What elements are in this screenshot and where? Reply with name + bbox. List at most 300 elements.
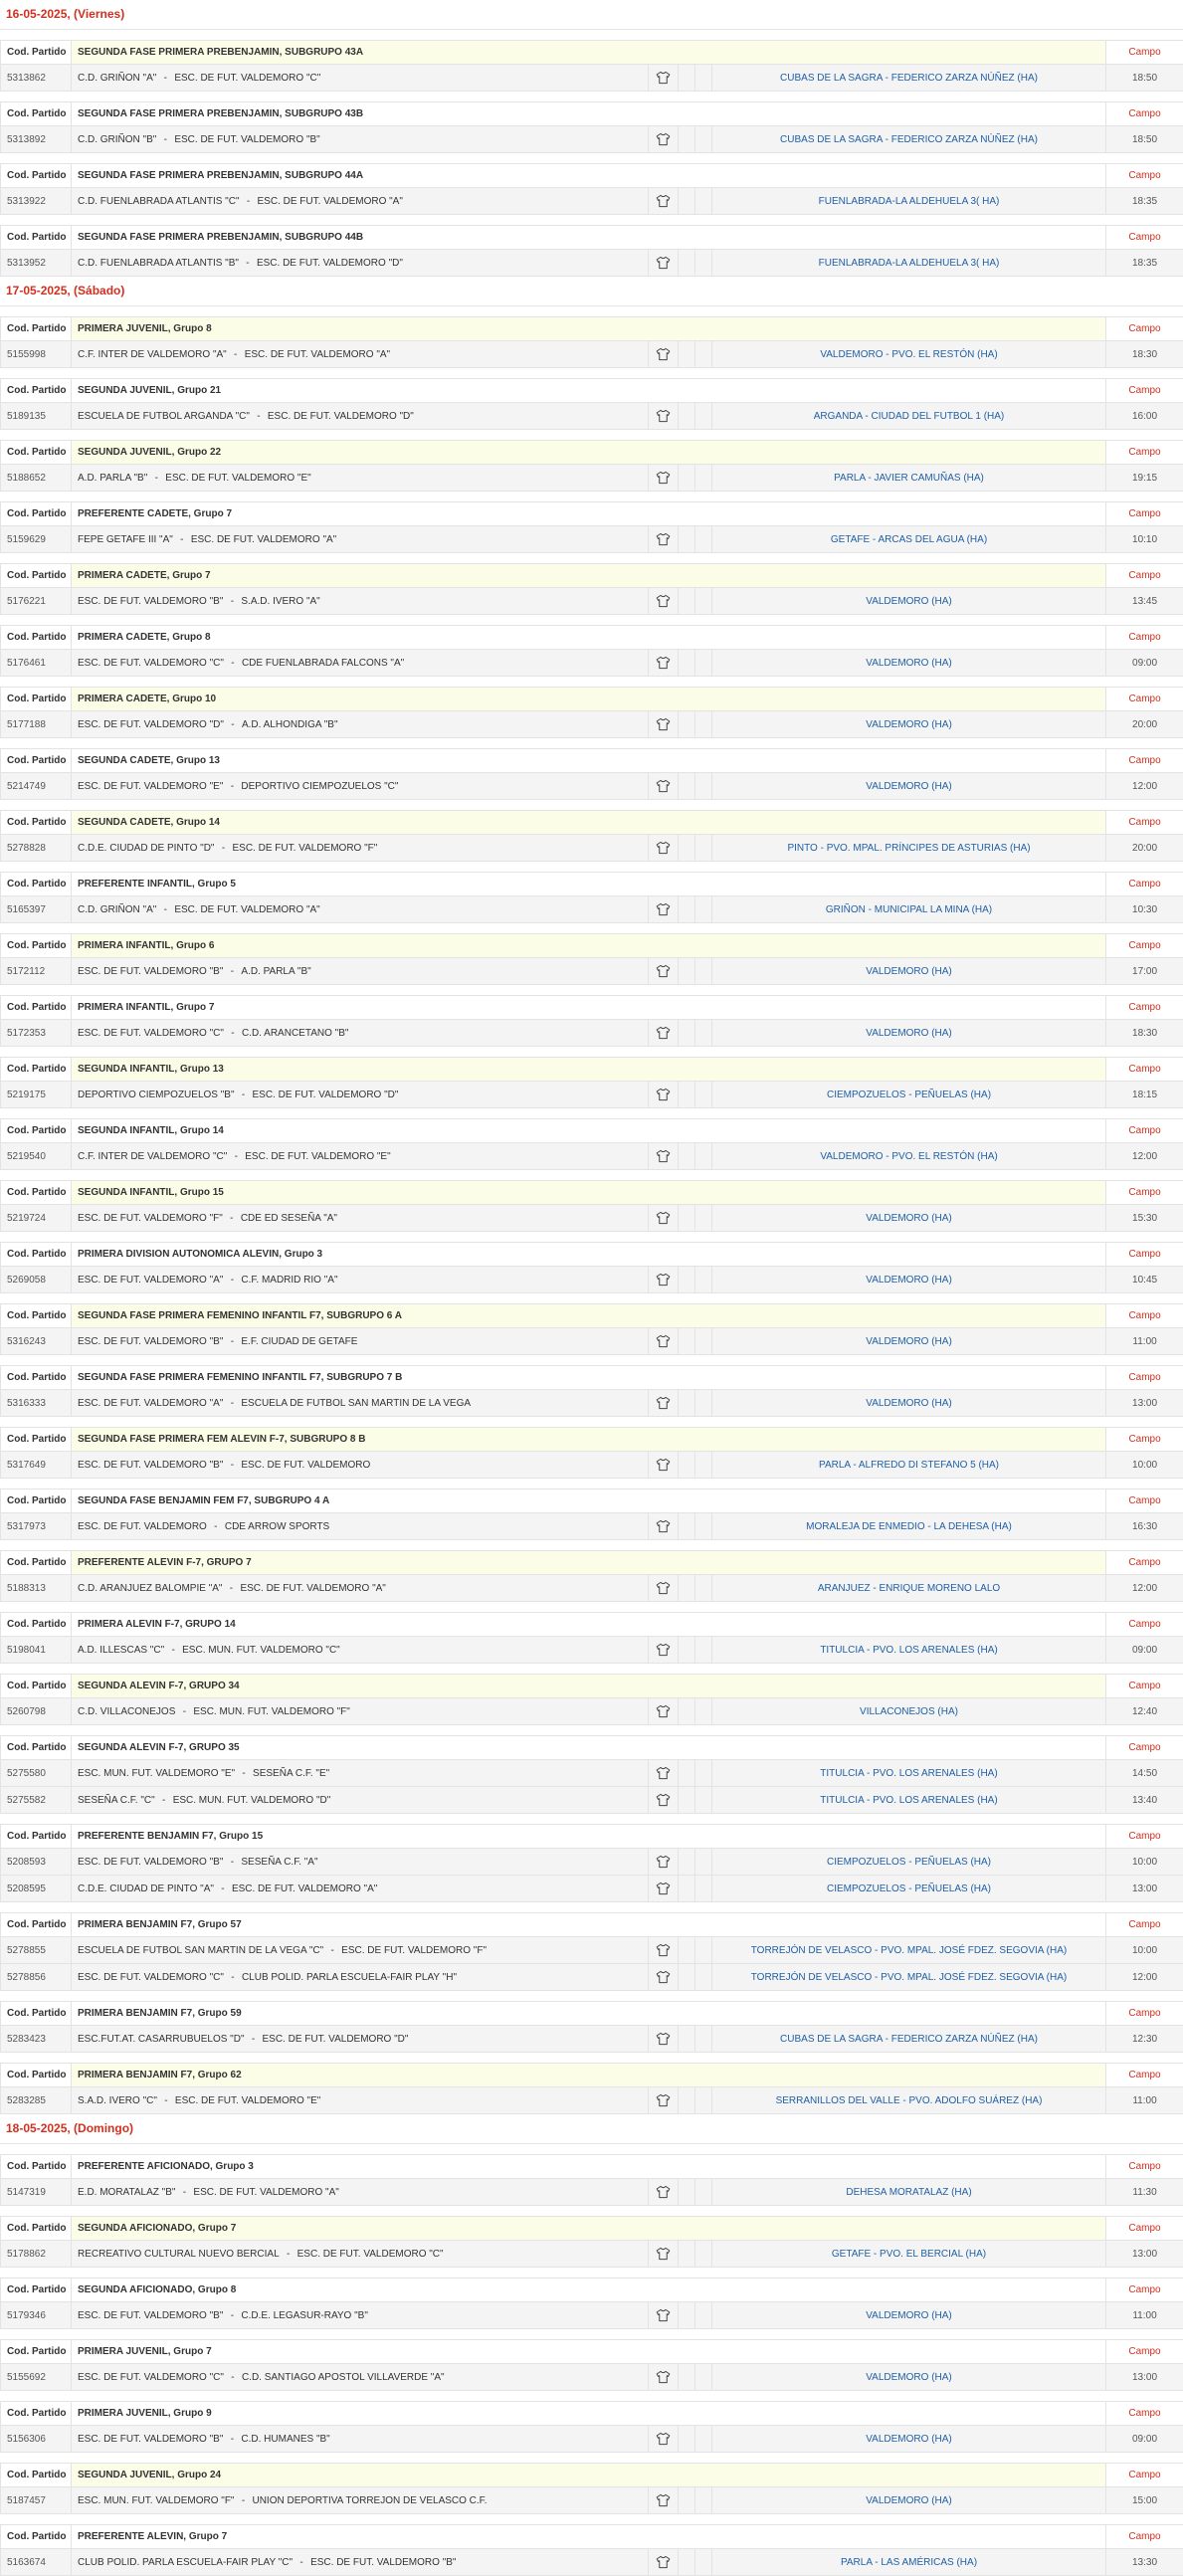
category-title[interactable]: SEGUNDA CADETE, Grupo 14	[72, 811, 1106, 835]
home-team[interactable]: ESC. DE FUT. VALDEMORO "C"	[78, 2372, 224, 2383]
match-row[interactable]	[1, 835, 1183, 862]
category-title[interactable]: PRIMERA BENJAMIN F7, Grupo 59	[72, 2002, 1106, 2026]
category-title[interactable]: SEGUNDA JUVENIL, Grupo 24	[72, 2464, 1106, 2487]
away-team[interactable]: ESC. DE FUT. VALDEMORO "A"	[174, 904, 319, 915]
match-teams[interactable]	[72, 2487, 649, 2514]
kit-cell[interactable]	[649, 896, 679, 923]
field-link[interactable]: CIEMPOZUELOS - PEÑUELAS (HA)	[712, 1849, 1106, 1876]
match-teams[interactable]	[72, 1964, 649, 1991]
kit-cell[interactable]	[649, 1964, 679, 1991]
field-link[interactable]: ARGANDA - CIUDAD DEL FUTBOL 1 (HA)	[712, 403, 1106, 430]
match-teams[interactable]	[72, 1082, 649, 1108]
field-link[interactable]: FUENLABRADA-LA ALDEHUELA 3( HA)	[712, 188, 1106, 215]
away-team[interactable]: ESCUELA DE FUTBOL SAN MARTIN DE LA VEGA	[241, 1398, 471, 1409]
match-teams[interactable]	[72, 250, 649, 277]
match-row[interactable]	[1, 65, 1183, 92]
home-team[interactable]: A.D. ILLESCAS "C"	[78, 1645, 164, 1656]
match-row[interactable]	[1, 1143, 1183, 1170]
field-link[interactable]: VALDEMORO (HA)	[712, 958, 1106, 985]
category-title[interactable]: SEGUNDA AFICIONADO, Grupo 8	[72, 2279, 1106, 2302]
home-team[interactable]: ESC. DE FUT. VALDEMORO "D"	[78, 719, 224, 730]
match-code[interactable]: 5198041	[1, 1637, 72, 1664]
away-team[interactable]: ESC. DE FUT. VALDEMORO "B"	[174, 134, 319, 145]
category-title[interactable]: PRIMERA JUVENIL, Grupo 9	[72, 2402, 1106, 2426]
match-teams[interactable]	[72, 1760, 649, 1787]
field-link[interactable]: TITULCIA - PVO. LOS ARENALES (HA)	[712, 1760, 1106, 1787]
home-team[interactable]: ESCUELA DE FUTBOL SAN MARTIN DE LA VEGA "C"	[78, 1945, 323, 1956]
field-link[interactable]: VILLACONEJOS (HA)	[712, 1698, 1106, 1725]
home-team[interactable]: C.D. FUENLABRADA ATLANTIS "B"	[78, 258, 239, 269]
category-title[interactable]: SEGUNDA JUVENIL, Grupo 21	[72, 379, 1106, 403]
shirt-icon[interactable]	[656, 473, 671, 484]
field-link[interactable]: VALDEMORO (HA)	[712, 711, 1106, 738]
category-title[interactable]: PRIMERA BENJAMIN F7, Grupo 62	[72, 2064, 1106, 2087]
away-team[interactable]: ESC. MUN. FUT. VALDEMORO "F"	[193, 1706, 349, 1717]
match-row[interactable]	[1, 896, 1183, 923]
match-teams[interactable]	[72, 958, 649, 985]
match-row[interactable]	[1, 1452, 1183, 1479]
match-code[interactable]: 5147319	[1, 2179, 72, 2206]
category-title[interactable]: PRIMERA INFANTIL, Grupo 7	[72, 996, 1106, 1020]
match-code[interactable]: 5188652	[1, 465, 72, 492]
kit-cell[interactable]	[649, 65, 679, 92]
away-team[interactable]: ESC. DE FUT. VALDEMORO "D"	[263, 2034, 409, 2045]
category-title[interactable]: PRIMERA JUVENIL, Grupo 7	[72, 2340, 1106, 2364]
field-link[interactable]: VALDEMORO - PVO. EL RESTÓN (HA)	[712, 341, 1106, 368]
shirt-icon[interactable]	[656, 1768, 671, 1779]
field-link[interactable]: VALDEMORO (HA)	[712, 1328, 1106, 1355]
home-team[interactable]: ESC. DE FUT. VALDEMORO "A"	[78, 1275, 223, 1286]
category-title[interactable]: SEGUNDA AFICIONADO, Grupo 7	[72, 2217, 1106, 2241]
home-team[interactable]: ESC. DE FUT. VALDEMORO "B"	[78, 1857, 223, 1868]
shirt-icon[interactable]	[656, 1795, 671, 1806]
kit-cell[interactable]	[649, 1849, 679, 1876]
match-teams[interactable]	[72, 2364, 649, 2391]
field-link[interactable]: CUBAS DE LA SAGRA - FEDERICO ZARZA NÚÑEZ (HA)	[712, 2026, 1106, 2053]
shirt-icon[interactable]	[656, 258, 671, 269]
match-row[interactable]	[1, 2364, 1183, 2391]
shirt-icon[interactable]	[656, 843, 671, 854]
kit-cell[interactable]	[649, 250, 679, 277]
match-code[interactable]: 5313952	[1, 250, 72, 277]
field-link[interactable]: VALDEMORO (HA)	[712, 2426, 1106, 2453]
home-team[interactable]: ESC. DE FUT. VALDEMORO "B"	[78, 966, 223, 977]
match-row[interactable]	[1, 1849, 1183, 1876]
shirt-icon[interactable]	[656, 411, 671, 422]
home-team[interactable]: ESC. DE FUT. VALDEMORO "A"	[78, 1398, 223, 1409]
home-team[interactable]: S.A.D. IVERO "C"	[78, 2095, 157, 2106]
category-title[interactable]: SEGUNDA FASE PRIMERA PREBENJAMIN, SUBGRUPO 43B	[72, 102, 1106, 126]
match-code[interactable]: 5176461	[1, 650, 72, 677]
home-team[interactable]: ESC. DE FUT. VALDEMORO	[78, 1521, 207, 1532]
match-code[interactable]: 5278856	[1, 1964, 72, 1991]
shirt-icon[interactable]	[656, 719, 671, 730]
match-row[interactable]	[1, 188, 1183, 215]
field-link[interactable]: VALDEMORO (HA)	[712, 773, 1106, 800]
kit-cell[interactable]	[649, 2179, 679, 2206]
field-link[interactable]: TITULCIA - PVO. LOS ARENALES (HA)	[712, 1787, 1106, 1814]
shirt-icon[interactable]	[656, 2310, 671, 2321]
shirt-icon[interactable]	[656, 534, 671, 545]
kit-cell[interactable]	[649, 1205, 679, 1232]
away-team[interactable]: ESC. DE FUT. VALDEMORO "A"	[191, 534, 336, 545]
away-team[interactable]: A.D. PARLA "B"	[241, 966, 310, 977]
match-row[interactable]	[1, 2179, 1183, 2206]
home-team[interactable]: C.D. GRIÑON "A"	[78, 73, 156, 84]
match-code[interactable]: 5156306	[1, 2426, 72, 2453]
home-team[interactable]: ESC. DE FUT. VALDEMORO "C"	[78, 1028, 224, 1039]
match-row[interactable]	[1, 465, 1183, 492]
category-title[interactable]: SEGUNDA FASE PRIMERA PREBENJAMIN, SUBGRUPO 43A	[72, 41, 1106, 65]
away-team[interactable]: ESC. DE FUT. VALDEMORO "A"	[232, 1883, 377, 1894]
match-code[interactable]: 5283423	[1, 2026, 72, 2053]
away-team[interactable]: CDE FUENLABRADA FALCONS "A"	[242, 658, 404, 669]
category-title[interactable]: PREFERENTE BENJAMIN F7, Grupo 15	[72, 1825, 1106, 1849]
field-link[interactable]: ARANJUEZ - ENRIQUE MORENO LALO	[712, 1575, 1106, 1602]
home-team[interactable]: C.D. VILLACONEJOS	[78, 1706, 175, 1717]
match-row[interactable]	[1, 250, 1183, 277]
kit-cell[interactable]	[649, 2487, 679, 2514]
shirt-icon[interactable]	[656, 1275, 671, 1286]
shirt-icon[interactable]	[656, 2034, 671, 2045]
match-teams[interactable]	[72, 1390, 649, 1417]
match-code[interactable]: 5208593	[1, 1849, 72, 1876]
match-code[interactable]: 5316333	[1, 1390, 72, 1417]
match-code[interactable]: 5313892	[1, 126, 72, 153]
field-link[interactable]: MORALEJA DE ENMEDIO - LA DEHESA (HA)	[712, 1513, 1106, 1540]
match-row[interactable]	[1, 2487, 1183, 2514]
kit-cell[interactable]	[649, 1452, 679, 1479]
match-code[interactable]: 5269058	[1, 1267, 72, 1293]
shirt-icon[interactable]	[656, 1945, 671, 1956]
field-link[interactable]: VALDEMORO (HA)	[712, 2302, 1106, 2329]
match-teams[interactable]	[72, 1698, 649, 1725]
field-link[interactable]: VALDEMORO (HA)	[712, 2487, 1106, 2514]
match-teams[interactable]	[72, 1020, 649, 1047]
kit-cell[interactable]	[649, 126, 679, 153]
home-team[interactable]: E.D. MORATALAZ "B"	[78, 2187, 175, 2198]
category-title[interactable]: SEGUNDA FASE PRIMERA FEMENINO INFANTIL F7, SUBGRUPO 7 B	[72, 1366, 1106, 1390]
match-code[interactable]: 5177188	[1, 711, 72, 738]
home-team[interactable]: ESC. DE FUT. VALDEMORO "C"	[78, 1972, 224, 1983]
field-link[interactable]: CIEMPOZUELOS - PEÑUELAS (HA)	[712, 1876, 1106, 1902]
home-team[interactable]: RECREATIVO CULTURAL NUEVO BERCIAL	[78, 2249, 280, 2260]
category-title[interactable]: SEGUNDA ALEVIN F-7, GRUPO 34	[72, 1675, 1106, 1698]
away-team[interactable]: UNION DEPORTIVA TORREJON DE VELASCO C.F.	[252, 2495, 487, 2506]
away-team[interactable]: ESC. DE FUT. VALDEMORO "F"	[233, 843, 378, 854]
field-link[interactable]: TORREJÓN DE VELASCO - PVO. MPAL. JOSÉ FDEZ. SEGOVIA (HA)	[712, 1964, 1106, 1991]
kit-cell[interactable]	[649, 958, 679, 985]
field-link[interactable]: VALDEMORO (HA)	[712, 1267, 1106, 1293]
match-code[interactable]: 5219724	[1, 1205, 72, 1232]
match-row[interactable]	[1, 403, 1183, 430]
away-team[interactable]: CLUB POLID. PARLA ESCUELA-FAIR PLAY "H"	[242, 1972, 457, 1983]
category-title[interactable]: PRIMERA BENJAMIN F7, Grupo 57	[72, 1913, 1106, 1937]
shirt-icon[interactable]	[656, 781, 671, 792]
away-team[interactable]: E.F. CIUDAD DE GETAFE	[241, 1336, 357, 1347]
away-team[interactable]: ESC. MUN. FUT. VALDEMORO "D"	[173, 1795, 331, 1806]
shirt-icon[interactable]	[656, 196, 671, 207]
field-link[interactable]: VALDEMORO (HA)	[712, 1020, 1106, 1047]
category-title[interactable]: PREFERENTE CADETE, Grupo 7	[72, 502, 1106, 526]
shirt-icon[interactable]	[656, 1151, 671, 1162]
match-code[interactable]: 5278855	[1, 1937, 72, 1964]
match-row[interactable]	[1, 711, 1183, 738]
match-teams[interactable]	[72, 2302, 649, 2329]
field-link[interactable]: TITULCIA - PVO. LOS ARENALES (HA)	[712, 1637, 1106, 1664]
away-team[interactable]: A.D. ALHONDIGA "B"	[242, 719, 338, 730]
match-teams[interactable]	[72, 2549, 649, 2576]
match-code[interactable]: 5155692	[1, 2364, 72, 2391]
match-code[interactable]: 5219175	[1, 1082, 72, 1108]
match-code[interactable]: 5155998	[1, 341, 72, 368]
field-link[interactable]: DEHESA MORATALAZ (HA)	[712, 2179, 1106, 2206]
match-teams[interactable]	[72, 1328, 649, 1355]
category-title[interactable]: PREFERENTE AFICIONADO, Grupo 3	[72, 2155, 1106, 2179]
match-teams[interactable]	[72, 465, 649, 492]
match-code[interactable]: 5313862	[1, 65, 72, 92]
shirt-icon[interactable]	[656, 1883, 671, 1894]
match-row[interactable]	[1, 1267, 1183, 1293]
match-teams[interactable]	[72, 1849, 649, 1876]
kit-cell[interactable]	[649, 1390, 679, 1417]
match-teams[interactable]	[72, 1876, 649, 1902]
away-team[interactable]: ESC. DE FUT. VALDEMORO "B"	[310, 2557, 456, 2568]
field-link[interactable]: PARLA - ALFREDO DI STEFANO 5 (HA)	[712, 1452, 1106, 1479]
match-code[interactable]: 5178862	[1, 2241, 72, 2268]
kit-cell[interactable]	[649, 1575, 679, 1602]
category-title[interactable]: PREFERENTE INFANTIL, Grupo 5	[72, 873, 1106, 896]
kit-cell[interactable]	[649, 1760, 679, 1787]
category-title[interactable]: SEGUNDA INFANTIL, Grupo 13	[72, 1058, 1106, 1082]
shirt-icon[interactable]	[656, 2187, 671, 2198]
match-code[interactable]: 5317973	[1, 1513, 72, 1540]
shirt-icon[interactable]	[656, 1213, 671, 1224]
kit-cell[interactable]	[649, 1082, 679, 1108]
kit-cell[interactable]	[649, 2241, 679, 2268]
kit-cell[interactable]	[649, 341, 679, 368]
match-row[interactable]	[1, 1513, 1183, 1540]
match-row[interactable]	[1, 1020, 1183, 1047]
match-code[interactable]: 5317649	[1, 1452, 72, 1479]
match-teams[interactable]	[72, 2179, 649, 2206]
category-title[interactable]: PRIMERA CADETE, Grupo 8	[72, 626, 1106, 650]
match-row[interactable]	[1, 1575, 1183, 1602]
match-code[interactable]: 5275582	[1, 1787, 72, 1814]
match-code[interactable]: 5189135	[1, 403, 72, 430]
away-team[interactable]: DEPORTIVO CIEMPOZUELOS "C"	[241, 781, 398, 792]
match-teams[interactable]	[72, 1575, 649, 1602]
kit-cell[interactable]	[649, 1637, 679, 1664]
home-team[interactable]: C.F. INTER DE VALDEMORO "C"	[78, 1151, 227, 1162]
kit-cell[interactable]	[649, 2364, 679, 2391]
match-code[interactable]: 5179346	[1, 2302, 72, 2329]
kit-cell[interactable]	[649, 650, 679, 677]
match-teams[interactable]	[72, 526, 649, 553]
shirt-icon[interactable]	[656, 2249, 671, 2260]
category-title[interactable]: SEGUNDA FASE BENJAMIN FEM F7, SUBGRUPO 4 A	[72, 1489, 1106, 1513]
shirt-icon[interactable]	[656, 2557, 671, 2568]
kit-cell[interactable]	[649, 1267, 679, 1293]
shirt-icon[interactable]	[656, 1336, 671, 1347]
away-team[interactable]: C.D. HUMANES "B"	[241, 2434, 329, 2445]
category-title[interactable]: PREFERENTE ALEVIN, Grupo 7	[72, 2525, 1106, 2549]
match-teams[interactable]	[72, 650, 649, 677]
match-teams[interactable]	[72, 1787, 649, 1814]
kit-cell[interactable]	[649, 1513, 679, 1540]
match-row[interactable]	[1, 2241, 1183, 2268]
kit-cell[interactable]	[649, 1787, 679, 1814]
shirt-icon[interactable]	[656, 1521, 671, 1532]
field-link[interactable]: VALDEMORO (HA)	[712, 1205, 1106, 1232]
home-team[interactable]: ESCUELA DE FUTBOL ARGANDA "C"	[78, 411, 250, 422]
match-row[interactable]	[1, 1964, 1183, 1991]
shirt-icon[interactable]	[656, 73, 671, 84]
home-team[interactable]: ESC. DE FUT. VALDEMORO "E"	[78, 781, 223, 792]
shirt-icon[interactable]	[656, 596, 671, 607]
match-row[interactable]	[1, 126, 1183, 153]
home-team[interactable]: C.D. FUENLABRADA ATLANTIS "C"	[78, 196, 240, 207]
kit-cell[interactable]	[649, 1698, 679, 1725]
match-row[interactable]	[1, 1760, 1183, 1787]
category-title[interactable]: PRIMERA DIVISION AUTONOMICA ALEVIN, Grupo 3	[72, 1243, 1106, 1267]
kit-cell[interactable]	[649, 1143, 679, 1170]
match-row[interactable]	[1, 2087, 1183, 2114]
home-team[interactable]: C.D. GRIÑON "B"	[78, 134, 156, 145]
away-team[interactable]: CDE ED SESEÑA "A"	[241, 1213, 337, 1224]
match-code[interactable]: 5176221	[1, 588, 72, 615]
home-team[interactable]: C.D.E. CIUDAD DE PINTO "D"	[78, 843, 215, 854]
match-teams[interactable]	[72, 1513, 649, 1540]
home-team[interactable]: ESC. DE FUT. VALDEMORO "B"	[78, 1336, 223, 1347]
home-team[interactable]: ESC. MUN. FUT. VALDEMORO "F"	[78, 2495, 234, 2506]
match-teams[interactable]	[72, 1143, 649, 1170]
shirt-icon[interactable]	[656, 2495, 671, 2506]
away-team[interactable]: ESC. DE FUT. VALDEMORO "A"	[258, 196, 403, 207]
match-code[interactable]: 5172112	[1, 958, 72, 985]
home-team[interactable]: ESC. DE FUT. VALDEMORO "F"	[78, 1213, 223, 1224]
field-link[interactable]: SERRANILLOS DEL VALLE - PVO. ADOLFO SUÁREZ (HA)	[712, 2087, 1106, 2114]
kit-cell[interactable]	[649, 2426, 679, 2453]
match-row[interactable]	[1, 1698, 1183, 1725]
shirt-icon[interactable]	[656, 1645, 671, 1656]
match-code[interactable]: 5187457	[1, 2487, 72, 2514]
kit-cell[interactable]	[649, 2549, 679, 2576]
match-row[interactable]	[1, 1876, 1183, 1902]
away-team[interactable]: C.D. ARANCETANO "B"	[242, 1028, 349, 1039]
kit-cell[interactable]	[649, 403, 679, 430]
shirt-icon[interactable]	[656, 1028, 671, 1039]
match-teams[interactable]	[72, 2241, 649, 2268]
category-title[interactable]: PRIMERA INFANTIL, Grupo 6	[72, 934, 1106, 958]
match-code[interactable]: 5208595	[1, 1876, 72, 1902]
category-title[interactable]: SEGUNDA FASE PRIMERA PREBENJAMIN, SUBGRUPO 44A	[72, 164, 1106, 188]
kit-cell[interactable]	[649, 1328, 679, 1355]
away-team[interactable]: CDE ARROW SPORTS	[225, 1521, 329, 1532]
match-row[interactable]	[1, 958, 1183, 985]
home-team[interactable]: A.D. PARLA "B"	[78, 473, 147, 484]
match-teams[interactable]	[72, 773, 649, 800]
away-team[interactable]: ESC. DE FUT. VALDEMORO "D"	[253, 1090, 399, 1100]
match-teams[interactable]	[72, 1205, 649, 1232]
match-row[interactable]	[1, 1390, 1183, 1417]
away-team[interactable]: ESC. DE FUT. VALDEMORO "E"	[165, 473, 310, 484]
match-teams[interactable]	[72, 711, 649, 738]
kit-cell[interactable]	[649, 2026, 679, 2053]
kit-cell[interactable]	[649, 1876, 679, 1902]
home-team[interactable]: C.D.E. CIUDAD DE PINTO "A"	[78, 1883, 214, 1894]
away-team[interactable]: ESC. DE FUT. VALDEMORO "A"	[245, 349, 390, 360]
category-title[interactable]: SEGUNDA FASE PRIMERA PREBENJAMIN, SUBGRUPO 44B	[72, 226, 1106, 250]
match-code[interactable]: 5188313	[1, 1575, 72, 1602]
match-code[interactable]: 5283285	[1, 2087, 72, 2114]
category-title[interactable]: SEGUNDA JUVENIL, Grupo 22	[72, 441, 1106, 465]
match-row[interactable]	[1, 2302, 1183, 2329]
shirt-icon[interactable]	[656, 2095, 671, 2106]
away-team[interactable]: ESC. DE FUT. VALDEMORO "E"	[245, 1151, 390, 1162]
match-code[interactable]: 5159629	[1, 526, 72, 553]
match-row[interactable]	[1, 1937, 1183, 1964]
shirt-icon[interactable]	[656, 1090, 671, 1100]
field-link[interactable]: VALDEMORO - PVO. EL RESTÓN (HA)	[712, 1143, 1106, 1170]
home-team[interactable]: C.D. ARANJUEZ BALOMPIE "A"	[78, 1583, 222, 1594]
kit-cell[interactable]	[649, 465, 679, 492]
shirt-icon[interactable]	[656, 1583, 671, 1594]
home-team[interactable]: ESC. DE FUT. VALDEMORO "B"	[78, 2434, 223, 2445]
match-code[interactable]: 5275580	[1, 1760, 72, 1787]
category-title[interactable]: SEGUNDA INFANTIL, Grupo 14	[72, 1119, 1106, 1143]
away-team[interactable]: ESC. DE FUT. VALDEMORO "F"	[341, 1945, 487, 1956]
match-row[interactable]	[1, 2026, 1183, 2053]
match-code[interactable]: 5165397	[1, 896, 72, 923]
shirt-icon[interactable]	[656, 658, 671, 669]
match-teams[interactable]	[72, 2026, 649, 2053]
match-teams[interactable]	[72, 188, 649, 215]
field-link[interactable]: VALDEMORO (HA)	[712, 650, 1106, 677]
field-link[interactable]: PINTO - PVO. MPAL. PRÍNCIPES DE ASTURIAS (HA)	[712, 835, 1106, 862]
kit-cell[interactable]	[649, 711, 679, 738]
field-link[interactable]: PARLA - LAS AMÉRICAS (HA)	[712, 2549, 1106, 2576]
match-row[interactable]	[1, 341, 1183, 368]
match-teams[interactable]	[72, 835, 649, 862]
away-team[interactable]: ESC. DE FUT. VALDEMORO "D"	[268, 411, 414, 422]
away-team[interactable]: ESC. DE FUT. VALDEMORO "C"	[174, 73, 320, 84]
match-teams[interactable]	[72, 2087, 649, 2114]
away-team[interactable]: C.D. SANTIAGO APOSTOL VILLAVERDE "A"	[242, 2372, 445, 2383]
shirt-icon[interactable]	[656, 1398, 671, 1409]
match-row[interactable]	[1, 1637, 1183, 1664]
match-row[interactable]	[1, 2549, 1183, 2576]
field-link[interactable]: CIEMPOZUELOS - PEÑUELAS (HA)	[712, 1082, 1106, 1108]
away-team[interactable]: ESC. DE FUT. VALDEMORO "C"	[297, 2249, 444, 2260]
match-teams[interactable]	[72, 126, 649, 153]
match-teams[interactable]	[72, 896, 649, 923]
field-link[interactable]: FUENLABRADA-LA ALDEHUELA 3( HA)	[712, 250, 1106, 277]
field-link[interactable]: GRIÑON - MUNICIPAL LA MINA (HA)	[712, 896, 1106, 923]
category-title[interactable]: SEGUNDA INFANTIL, Grupo 15	[72, 1181, 1106, 1205]
home-team[interactable]: ESC. DE FUT. VALDEMORO "B"	[78, 596, 223, 607]
match-row[interactable]	[1, 1082, 1183, 1108]
category-title[interactable]: SEGUNDA ALEVIN F-7, GRUPO 35	[72, 1736, 1106, 1760]
shirt-icon[interactable]	[656, 966, 671, 977]
home-team[interactable]: ESC.FUT.AT. CASARRUBUELOS "D"	[78, 2034, 245, 2045]
field-link[interactable]: CUBAS DE LA SAGRA - FEDERICO ZARZA NÚÑEZ (HA)	[712, 65, 1106, 92]
field-link[interactable]: GETAFE - PVO. EL BERCIAL (HA)	[712, 2241, 1106, 2268]
away-team[interactable]: ESC. DE FUT. VALDEMORO "A"	[240, 1583, 385, 1594]
match-row[interactable]	[1, 1205, 1183, 1232]
match-teams[interactable]	[72, 65, 649, 92]
kit-cell[interactable]	[649, 2087, 679, 2114]
